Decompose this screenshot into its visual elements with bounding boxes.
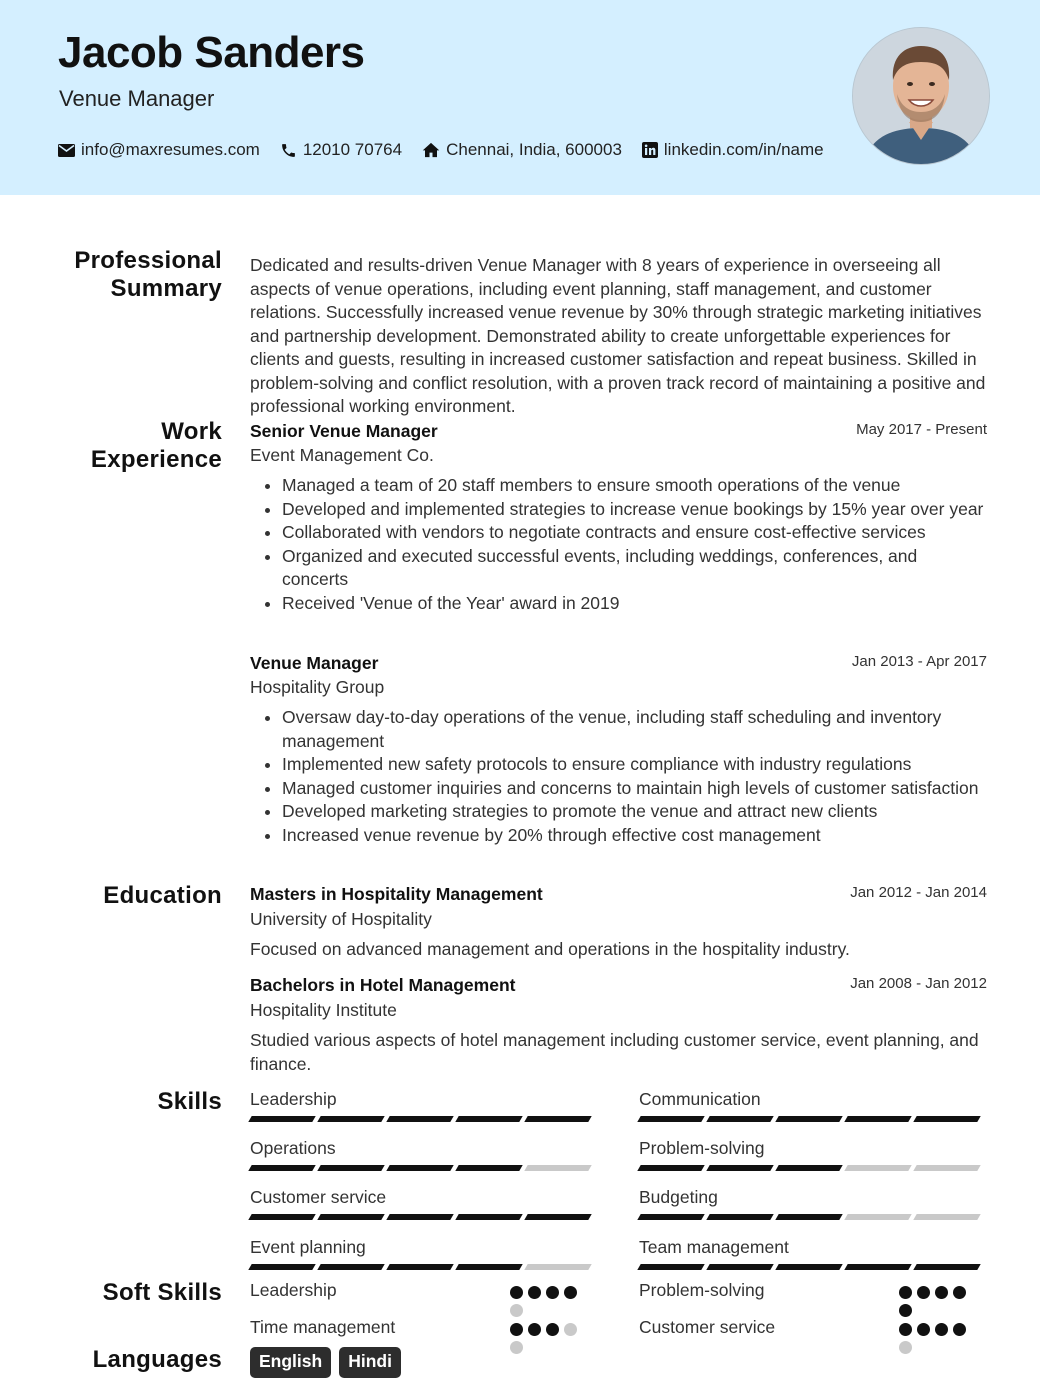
summary-label-line2: Summary — [110, 275, 222, 302]
skill-name: Budgeting — [639, 1187, 718, 1207]
rating-dot — [935, 1323, 948, 1336]
skill-level-segment — [248, 1165, 315, 1171]
soft-skill-item — [250, 1317, 598, 1347]
skill-level-segment — [913, 1264, 980, 1270]
skill-level-segment — [455, 1264, 522, 1270]
linkedin-icon — [642, 142, 658, 158]
skill-item — [639, 1138, 987, 1171]
education-description: Studied various aspects of hotel management including customer service, event planning, and finance. — [250, 1030, 979, 1074]
section-education: Education — [103, 882, 222, 909]
address-text: Chennai, India, 600003 — [446, 140, 622, 159]
skill-level-segment — [913, 1165, 980, 1171]
candidate-title: Venue Manager — [59, 86, 215, 111]
skill-level-segment — [706, 1165, 773, 1171]
experience-item — [250, 653, 987, 847]
skill-level-segment — [913, 1214, 980, 1220]
job-bullet: • Managed a team of 20 staff members to ensure smooth operations of the venue — [282, 474, 987, 498]
rating-dot — [953, 1323, 966, 1336]
skill-level-segment — [706, 1116, 773, 1122]
skill-level-segment — [524, 1264, 591, 1270]
skill-level-segment — [706, 1214, 773, 1220]
phone-text: 12010 70764 — [302, 140, 403, 159]
skill-item — [250, 1089, 598, 1122]
resume-header — [0, 0, 1040, 195]
section-professional-summary — [74, 247, 222, 303]
work-label-line2: Experience — [90, 446, 222, 473]
skill-level-segment — [775, 1214, 842, 1220]
job-bullet: • Developed and implemented strategies to increase venue bookings by 15% year over year — [282, 498, 987, 522]
skill-level-segment — [524, 1165, 591, 1171]
skill-level-bar — [250, 1214, 598, 1220]
job-bullet: • Developed marketing strategies to promote the venue and attract new clients — [282, 800, 987, 824]
rating-dot — [953, 1286, 966, 1299]
linkedin-text: linkedin.com/in/name — [663, 140, 824, 159]
skill-level-bar — [250, 1264, 598, 1270]
rating-dot — [899, 1286, 912, 1299]
rating-dot — [917, 1323, 930, 1336]
job-bullets — [250, 474, 987, 615]
skill-item — [639, 1237, 987, 1270]
job-bullet: • Managed customer inquiries and concerns to maintain high levels of customer satisfaction — [282, 777, 987, 801]
profile-photo — [852, 27, 990, 165]
skill-name: Leadership — [250, 1089, 337, 1109]
job-role: Venue Manager — [250, 653, 379, 673]
skill-level-segment — [386, 1214, 453, 1220]
skill-level-segment — [248, 1116, 315, 1122]
skill-level-bar — [639, 1264, 987, 1270]
job-bullet: • Increased venue revenue by 20% through effective cost management — [282, 824, 987, 848]
job-bullet: • Oversaw day-to-day operations of the venue, including staff scheduling and inventory management — [282, 706, 987, 753]
skill-level-segment — [524, 1214, 591, 1220]
skill-level-segment — [775, 1264, 842, 1270]
soft-skill-name: Time management — [250, 1317, 396, 1337]
envelope-icon — [58, 144, 75, 157]
soft-skill-rating — [510, 1323, 582, 1359]
skill-level-segment — [844, 1165, 911, 1171]
job-dates: May 2017 - Present — [856, 421, 987, 438]
education-dates: Jan 2008 - Jan 2012 — [850, 975, 987, 992]
skill-level-segment — [455, 1116, 522, 1122]
skill-name: Operations — [250, 1138, 336, 1158]
soft-skill-item — [639, 1317, 987, 1347]
rating-dot — [528, 1323, 541, 1336]
education-dates: Jan 2012 - Jan 2014 — [850, 884, 987, 901]
skill-level-segment — [637, 1165, 704, 1171]
degree-title: Masters in Hospitality Management — [250, 884, 543, 904]
rating-dot — [564, 1286, 577, 1299]
rating-dot — [510, 1304, 523, 1317]
rating-dot — [528, 1286, 541, 1299]
rating-dot — [510, 1341, 523, 1354]
skill-name: Team management — [639, 1237, 789, 1257]
skill-level-segment — [455, 1165, 522, 1171]
summary-label-line1: Professional — [74, 247, 222, 274]
rating-dot — [546, 1286, 559, 1299]
skill-item — [639, 1089, 987, 1122]
skill-level-segment — [317, 1264, 384, 1270]
language-badge: Hindi — [339, 1347, 401, 1378]
soft-skill-name: Leadership — [250, 1280, 337, 1300]
skill-level-segment — [844, 1264, 911, 1270]
rating-dot — [899, 1323, 912, 1336]
rating-dot — [510, 1323, 523, 1336]
language-badge: English — [250, 1347, 331, 1378]
job-bullet: • Implemented new safety protocols to ensure compliance with industry regulations — [282, 753, 987, 777]
contact-linkedin[interactable] — [642, 140, 824, 160]
school-name: Hospitality Institute — [250, 1000, 397, 1020]
rating-dot — [510, 1286, 523, 1299]
soft-skill-name: Customer service — [639, 1317, 776, 1337]
skill-item — [250, 1237, 598, 1270]
email-text: info@maxresumes.com — [81, 140, 260, 159]
skill-level-segment — [317, 1214, 384, 1220]
rating-dot — [564, 1323, 577, 1336]
skill-level-segment — [706, 1264, 773, 1270]
education-item — [250, 975, 987, 1076]
skill-level-bar — [639, 1116, 987, 1122]
job-bullet: • Organized and executed successful events, including weddings, conferences, and concerts — [282, 545, 987, 592]
job-bullets — [250, 706, 987, 847]
skill-level-bar — [250, 1116, 598, 1122]
education-item — [250, 884, 987, 962]
skill-level-segment — [386, 1116, 453, 1122]
job-organization: Event Management Co. — [250, 445, 434, 465]
section-languages: Languages — [92, 1346, 222, 1373]
job-organization: Hospitality Group — [250, 677, 385, 697]
candidate-name: Jacob Sanders — [58, 28, 365, 77]
work-label-line1: Work — [161, 418, 222, 445]
languages-list — [250, 1347, 409, 1378]
skill-level-segment — [248, 1264, 315, 1270]
education-description: Focused on advanced management and operations in the hospitality industry. — [250, 939, 850, 959]
section-soft-skills: Soft Skills — [102, 1279, 222, 1306]
contact-address — [422, 140, 622, 160]
soft-skill-item — [250, 1280, 598, 1310]
contact-phone[interactable] — [280, 140, 402, 160]
degree-title: Bachelors in Hotel Management — [250, 975, 516, 995]
rating-dot — [899, 1341, 912, 1354]
skill-name: Problem-solving — [639, 1138, 765, 1158]
skill-item — [250, 1187, 598, 1220]
contact-row — [58, 140, 844, 160]
experience-item — [250, 421, 987, 615]
soft-skill-name: Problem-solving — [639, 1280, 765, 1300]
job-dates: Jan 2013 - Apr 2017 — [851, 653, 987, 670]
skill-level-segment — [637, 1214, 704, 1220]
skill-level-segment — [248, 1214, 315, 1220]
skill-level-segment — [844, 1116, 911, 1122]
section-skills: Skills — [157, 1088, 222, 1115]
contact-email[interactable] — [58, 140, 260, 160]
job-bullet: • Received 'Venue of the Year' award in 2019 — [282, 592, 987, 616]
skill-level-bar — [639, 1165, 987, 1171]
rating-dot — [935, 1286, 948, 1299]
summary-text: Dedicated and results-driven Venue Manager with 8 years of experience in overseeing all aspects of venue operations, including event planning, staff management, and customer relations. Successfully increased venue revenue by 30% through strategic marketing initiatives and partnership development. Demonstrated ability to create unforgettable experiences for clients and guests, resulting in increased customer satisfaction and repeat business. Skilled in problem-solving and conflict resolution, with a proven track record of maintaining a positive and professional working environment. — [250, 255, 986, 416]
skill-level-segment — [524, 1116, 591, 1122]
skill-name: Customer service — [250, 1187, 387, 1207]
job-bullet: • Collaborated with vendors to negotiate contracts and ensure cost-effective services — [282, 521, 987, 545]
skill-level-segment — [637, 1264, 704, 1270]
soft-skill-rating — [899, 1323, 971, 1359]
skill-item — [250, 1138, 598, 1171]
skill-level-segment — [913, 1116, 980, 1122]
rating-dot — [899, 1304, 912, 1317]
skill-name: Communication — [639, 1089, 761, 1109]
skill-name: Event planning — [250, 1237, 366, 1257]
skill-level-segment — [386, 1264, 453, 1270]
skill-level-segment — [386, 1165, 453, 1171]
skill-level-segment — [775, 1116, 842, 1122]
skill-level-segment — [317, 1116, 384, 1122]
skill-level-segment — [637, 1116, 704, 1122]
soft-skill-item — [639, 1280, 987, 1310]
skill-level-bar — [250, 1165, 598, 1171]
job-role: Senior Venue Manager — [250, 421, 438, 441]
section-work-experience — [91, 418, 222, 474]
phone-icon — [280, 142, 297, 159]
skill-level-bar — [639, 1214, 987, 1220]
skill-level-segment — [317, 1165, 384, 1171]
school-name: University of Hospitality — [250, 909, 432, 929]
avatar-illustration — [853, 28, 989, 164]
skill-level-segment — [455, 1214, 522, 1220]
rating-dot — [546, 1323, 559, 1336]
skill-level-segment — [775, 1165, 842, 1171]
skill-item — [639, 1187, 987, 1220]
rating-dot — [917, 1286, 930, 1299]
home-icon — [422, 142, 440, 158]
skill-level-segment — [844, 1214, 911, 1220]
